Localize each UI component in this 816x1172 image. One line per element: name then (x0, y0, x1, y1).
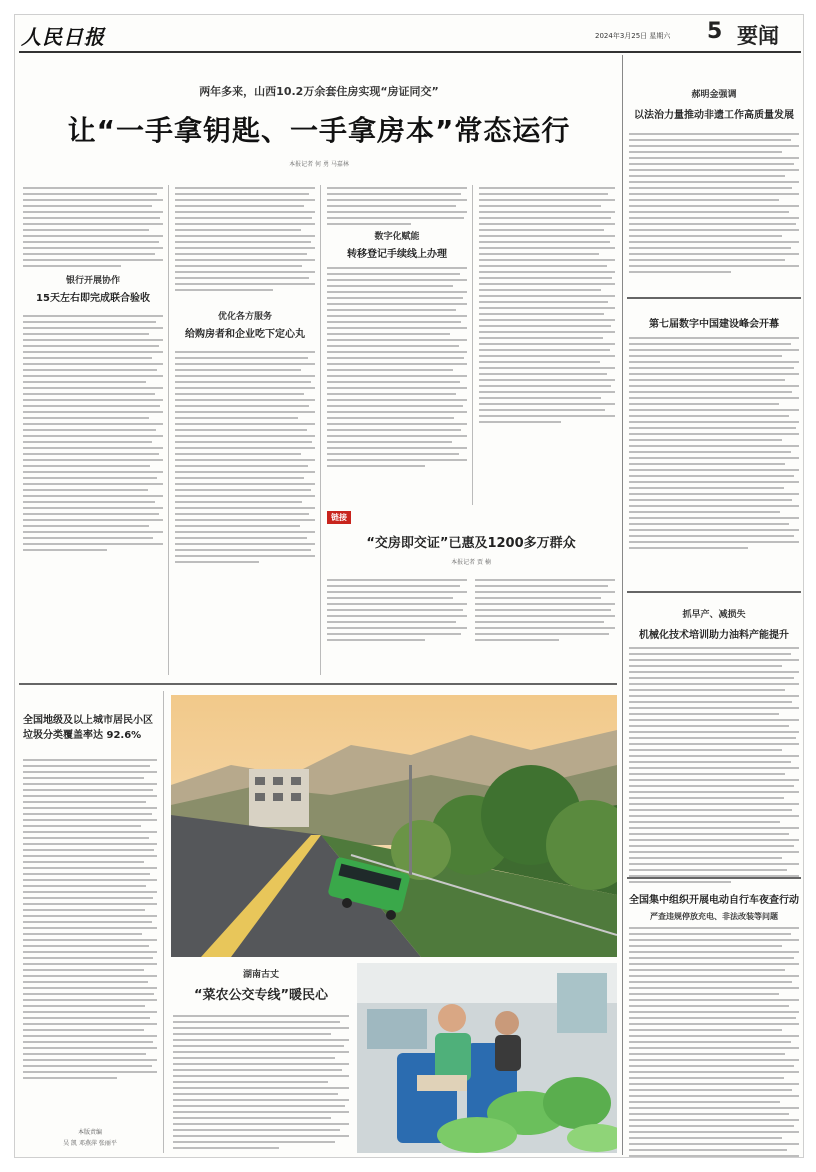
lead-kicker: 两年多来，山西10.2万余套住房实现“房证同交” (199, 85, 439, 98)
bus-interior-photo (357, 963, 617, 1153)
col-divider (472, 185, 473, 505)
masthead-rule (19, 51, 801, 53)
right-agri-story (629, 607, 799, 641)
right-bottom-sub: 严查违规停放充电、非法改装等问题 (650, 912, 778, 921)
paper-logo: 人民日报 (21, 25, 105, 49)
right-bottom-headline: 全国集中组织开展电动自行车夜查行动 (629, 895, 799, 906)
lead-sub1-title: 银行开展协作 (65, 276, 120, 286)
lead-body-col-3 (327, 187, 467, 229)
lead-byline: 本报记者 何 勇 马嘉林 (289, 161, 349, 168)
lead-sub1 (23, 273, 163, 304)
section-name: 要闻 (737, 24, 779, 48)
lead-body-col-2b (175, 351, 315, 567)
lead-sub2-kicker: 优化各方服务 (217, 312, 272, 322)
page-number: 5 (707, 19, 723, 44)
right-separator (627, 591, 801, 593)
right-top-story (629, 87, 799, 121)
waste-body (23, 759, 157, 1083)
lead-body-col-1b (23, 315, 163, 555)
right-top-kicker: 郝明金强调 (691, 90, 737, 100)
bus-kicker: 湖南古丈 (242, 970, 279, 980)
link-byline: 本报记者 贾 楠 (451, 559, 491, 566)
bus-story (171, 967, 351, 1003)
col-divider (168, 185, 169, 675)
waste-headline: 全国地级及以上城市居民小区垃圾分类覆盖率达 92.6% (23, 715, 153, 741)
waste-story (23, 713, 155, 743)
lead-sub3-kicker: 数字化赋能 (374, 232, 420, 242)
editors-label: 本版责编 (77, 1129, 102, 1136)
masthead (15, 15, 804, 55)
right-agri-body (629, 647, 799, 887)
link-body-col-2 (475, 579, 615, 645)
lead-sub3-headline: 转移登记手续线上办理 (347, 249, 447, 260)
link-headline: “交房即交证”已惠及1200多万群众 (366, 536, 576, 551)
right-top-body (629, 133, 799, 277)
lead-sub3 (327, 229, 467, 260)
right-top-headline: 以法治力量推动非遗工作高质量发展 (634, 110, 794, 121)
link-box (327, 505, 615, 566)
lead-sub1-headline: 15天左右即完成联合验收 (36, 293, 150, 304)
lead-body-col-1 (23, 187, 163, 271)
right-col-divider (622, 55, 623, 1155)
editors-names: 吴 凯 邓燕萍 张丽平 (63, 1140, 117, 1147)
right-separator (627, 297, 801, 299)
link-body-col-1 (327, 579, 467, 645)
right-mid-headline: 第七届数字中国建设峰会开幕 (649, 319, 779, 330)
right-agri-kicker: 抓早产、减损失 (682, 610, 746, 620)
right-bottom-story (629, 891, 799, 922)
right-mid-body (629, 337, 799, 553)
bus-body (173, 1015, 349, 1153)
lead-body-col-3b (327, 267, 467, 471)
newspaper-page (14, 14, 804, 1158)
col-divider (163, 691, 164, 1153)
lead-body-col-4 (479, 187, 615, 427)
issue-date: 2024年3月25日 星期六 (595, 32, 671, 40)
col-divider (320, 185, 321, 675)
lead-body-col-2 (175, 187, 315, 295)
lead-sub2 (175, 309, 315, 340)
lead-sub2-headline: 给购房者和企业吃下定心丸 (185, 329, 305, 340)
bus-headline: “菜农公交专线”暖民心 (193, 988, 329, 1003)
page-editors (23, 1127, 157, 1147)
link-tag: 链接 (327, 511, 351, 524)
right-bottom-body (629, 927, 799, 1158)
lead-headline: 让“一手拿钥匙、一手拿房本”常态运行 (67, 114, 571, 147)
lower-section-rule (19, 683, 617, 685)
right-mid-story (629, 315, 799, 330)
lead-story-header (21, 83, 617, 168)
bus-road-photo (171, 695, 617, 957)
right-agri-headline: 机械化技术培训助力油料产能提升 (639, 630, 789, 641)
right-separator (627, 877, 801, 879)
